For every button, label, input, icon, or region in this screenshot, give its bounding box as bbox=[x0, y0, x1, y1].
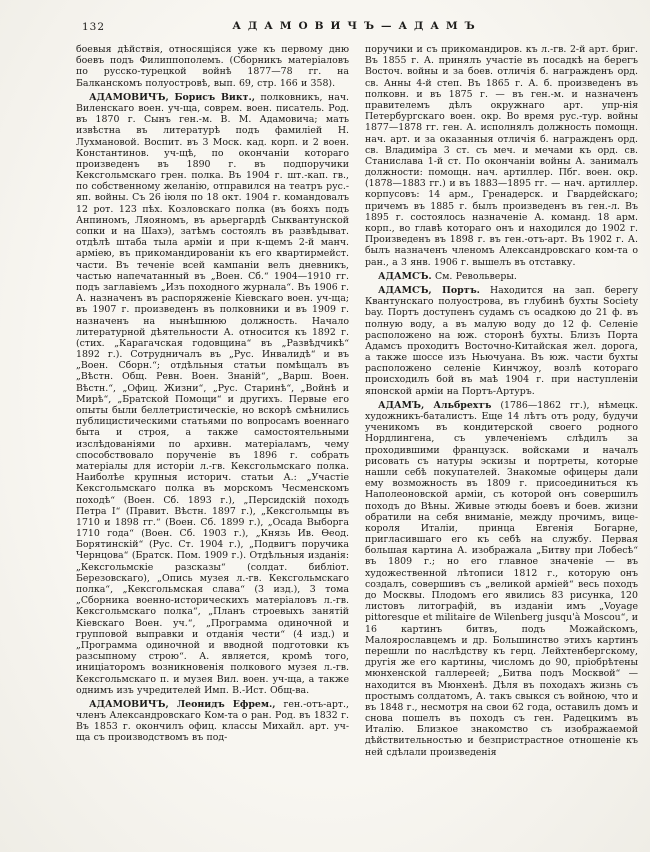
entry-headword: АДАМОВИЧЪ, Леонидъ Ефрем., bbox=[89, 698, 276, 710]
page-number: 132 bbox=[82, 21, 106, 33]
entry-headword: АДАМОВИЧЪ, Борисъ Викт., bbox=[89, 91, 255, 103]
entry-headword: АДАМЪ, Альбрехтъ bbox=[378, 399, 492, 411]
page-header bbox=[76, 20, 638, 36]
continuation-paragraph bbox=[76, 44, 349, 89]
running-head: АДАМОВИЧЪ—АДАМЪ bbox=[232, 20, 482, 32]
entry-adamovich-leonid bbox=[76, 699, 349, 744]
entry-body: (1786—1862 гг.), нѣмецк. художникъ-баталистъ. Еще 14 лѣтъ отъ роду, будучи ученикомъ въ кондитерской своего родного Нордлингена, съ увлеченіемъ слѣдилъ за проходившими французск. войсками и началъ рисовать съ натуры эскизы и портреты, которые нашли себѣ покупателей. Знакомые офицеры дали ему возможность въ 1809 г. присоединиться къ Наполеоновской арміи, съ которой онъ совершилъ походъ до Вѣны. Живые этюды боевъ и боев. жизни обратили на себя вниманіе, между прочимъ, вице-короля Италіи, принца Евгенія Богарне, пригласившаго его къ себѣ на службу. Первая большая картина А. изображала „Битву при Лобесѣ“ въ 1809 г.; но его главное значеніе — въ художественной лѣтописи 1812 г., которую онъ создалъ, совершивъ съ „великой арміей“ весь походъ до Москвы. Плодомъ его явились 83 рисунка, 120 листовъ литографій, въ изданіи имъ „Voyage pittoresque et militaire de Wilenberg jusqu'à Moscou“, и 16 картинъ битвъ, подъ Можайскомъ, Малоярославцемъ и др. Большинство этихъ картинъ перешли по наслѣдству къ герц. Лейхтенбергскому, другія же его картины, числомъ до 90, пріобрѣтены мюнхенской галлереей; „Битва подъ Москвой“ — находится въ Мюнхенѣ. Дѣля въ походахъ жизнь съ простымъ солдатомъ, А. такъ свыкся съ войною, что и въ 1848 г., несмотря на свои 62 года, оставилъ домъ и снова пошелъ въ походъ съ ген. Радецкимъ въ Италію. Близкое знакомство съ изображаемой дѣйствительностью и безпристрастное отношеніе къ ней сдѣлали произведенія bbox=[365, 399, 638, 758]
entry-adams-revolver bbox=[365, 271, 638, 282]
continuation-paragraph bbox=[365, 44, 638, 268]
entry-body: ген.-отъ-арт., членъ Александровскаго Ком-та о ран. Род. въ 1832 г. Въ 1853 г. окончилъ офиц. классы Михайл. арт. уч-ща съ производствомъ въ под- bbox=[76, 698, 349, 744]
entry-adamovich-boris bbox=[76, 92, 349, 696]
entry-headword: АДАМСЪ, Портъ. bbox=[378, 284, 480, 296]
entry-body: См. Револьверы. bbox=[434, 270, 517, 282]
entry-adam-albrecht bbox=[365, 400, 638, 758]
text-columns bbox=[76, 44, 638, 842]
entry-body: Находится на зап. берегу Квантунскаго полуострова, въ глубинѣ бухты Society bay. Портъ доступенъ судамъ съ осадкою до 21 ф. въ полную воду, а въ малую воду до 12 ф. Селеніе расположено на юж. сторонѣ бухты. Близъ Порта Адамсъ проходитъ Восточно-Китайская жел. дорога, а также шоссе изъ Ньючуана. Въ юж. части бухты расположено селеніе Кинчжоу, возлѣ котораго происходилъ бой въ маѣ 1904 г. при наступленіи японской арміи на Портъ-Артуръ. bbox=[365, 284, 638, 397]
left-column bbox=[76, 44, 349, 842]
entry-body: полковникъ, нач. Виленскаго воен. уч-ща, соврем. воен. писатель. Род. въ 1870 г. Сынъ ген.-м. В. М. Адамовича; мать извѣстна въ литературѣ подъ фамиліей Н. Лухмановой. Воспит. въ 3 Моск. кад. корп. и 2 воен. Константинов. уч-щѣ, по окончаніи котораго произведенъ въ 1890 г. въ подпоручики Кексгольмскаго грен. полка. Въ 1904 г. шт.-кап. гв., по собственному желанію, отправился на театръ рус.-яп. войны. Съ 26 іюля по 18 окт. 1904 г. командовалъ 12 рот. 123 пѣх. Козловскаго полка (въ бояхъ подъ Анпиномъ, Ляояномъ, въ арьергардѣ Сыквантунской сопки и на Шахэ), затѣмъ состоялъ въ развѣдыват. отдѣлѣ штаба тыла арміи и при к-щемъ 2-й манч. арміею, въ прикомандированіи къ его квартирмейст. части. Въ теченіе всей кампаніи велъ дневникъ, частью напечатанный въ „Воен. Сб.“ 1904—1910 гг. подъ заглавіемъ „Изъ походного журнала“. Въ 1906 г. А. назначенъ въ распоряженіе Кіевскаго воен. уч-ща; въ 1907 г. произведенъ въ полковники и въ 1909 г. назначенъ на нынѣшнюю должность. Начало литературной дѣятельности А. относится къ 1892 г. (стих. „Карагачская годовщина“ въ „Развѣдчикѣ“ 1892 г.). Сотрудничалъ въ „Рус. Инвалидѣ“ и въ „Воен. Сборн.“; отдѣльныя статьи помѣщалъ въ „Вѣстн. Общ. Ревн. Воен. Знаній“, „Варш. Воен. Вѣстн.“, „Офиц. Жизни“, „Рус. Старинѣ“, „Войнѣ и Мирѣ“, „Братской Помощи“ и другихъ. Первые его опыты были беллетристическіе, но вскорѣ смѣнились публицистическими статьями по вопросамъ военнаго быта и строя, а также самостоятельными изслѣдованіями по архивн. матеріаламъ, чему способствовало порученіе въ 1896 г. собрать матеріалы для исторіи л.-гв. Кексгольмскаго полка. Наиболѣе крупныя историч. статьи А.: „Участіе Кексгольмскаго полка въ морскомъ Чесменскомъ походѣ“ (Воен. Сб. 1893 г.), „Персидскій походъ Петра I“ (Правит. Вѣстн. 1897 г.), „Кексгольмцы въ 1710 и 1898 гг.“ (Воен. Сб. 1899 г.), „Осада Выборга 1710 года“ (Воен. Сб. 1903 г.), „Князь Ив. Ѳеод. Борятинскій“ (Рус. Ст. 1904 г.), „Подвигъ поручика Чернцова“ (Братск. Пом. 1909 г.). Отдѣльныя изданія: „Кексгольмскіе разсказы“ (солдат. библіот. Березовскаго), „Опись музея л.-гв. Кексгольмскаго полка“, „Кексгольмская слава“ (3 изд.), 3 тома „Сборника военно-историческихъ матеріаловъ л.-гв. Кексгольмскаго полка“, „Планъ строевыхъ занятій Кіевскаго Воен. уч.“, „Программа одиночной и групповой выправки и отданія чести“ (4 изд.) и „Программа одиночной и вводной подготовки къ разсыпному строю“. А. является, кромѣ того, иниціаторомъ возникновенія полкового музея л.-гв. Кексгольмскаго п. и музея Вил. воен. уч-ща, а также однимъ изъ учредителей Имп. В.-Ист. Общ-ва. bbox=[76, 91, 350, 696]
entry-adams-port bbox=[365, 285, 638, 397]
entry-headword: АДАМСЪ. bbox=[378, 270, 432, 282]
paragraph-text: боевыя дѣйствія, относящіяся уже къ первому дню боевъ подъ Филиппополемъ. (Сборникъ матеріаловъ по русско-турецкой войнѣ 1877—78 гг. на Балканскомъ полуостровѣ, вып. 69, стр. 166 и 358). bbox=[76, 44, 349, 89]
right-column bbox=[365, 44, 638, 842]
paragraph-text: поручики и съ прикомандиров. къ л.-гв. 2-й арт. бриг. Въ 1855 г. А. принялъ участіе въ посадкѣ на берегъ Восточ. войны и за боев. отличія б. награжденъ орд. св. Анны 4-й степ. Въ 1865 г. А. б. произведенъ въ полковн. и въ 1875 г. — въ ген.-м. и назначенъ правителемъ дѣлъ окружнаго арт. упр-нія Петербургскаго воен. окр. Во время рус.-тур. войны 1877—1878 гг. ген. А. исполнялъ должность помощн. нач. арт. и за оказанныя отличія б. награжденъ орд. св. Владиміра 3 ст. съ меч. и мечами къ орд. св. Станислава 1-й ст. По окончаніи войны А. занималъ должности: помощн. нач. артиллер. Пбг. воен. окр. (1878—1883 гг.) и въ 1883—1895 гг. — нач. артиллер. корпусовъ: 14 арм., Гренадерск. и Гвардейскаго; причемъ въ 1885 г. былъ произведенъ въ ген.-л. Въ 1895 г. состоялось назначеніе А. команд. 18 арм. корп., во главѣ котораго онъ и находился до 1902 г. Произведенъ въ 1898 г. въ ген.-отъ-арт. Въ 1902 г. А. былъ назначенъ членомъ Александровскаго ком-та о ран., а 3 янв. 1906 г. вышелъ въ отставку. bbox=[365, 44, 638, 268]
